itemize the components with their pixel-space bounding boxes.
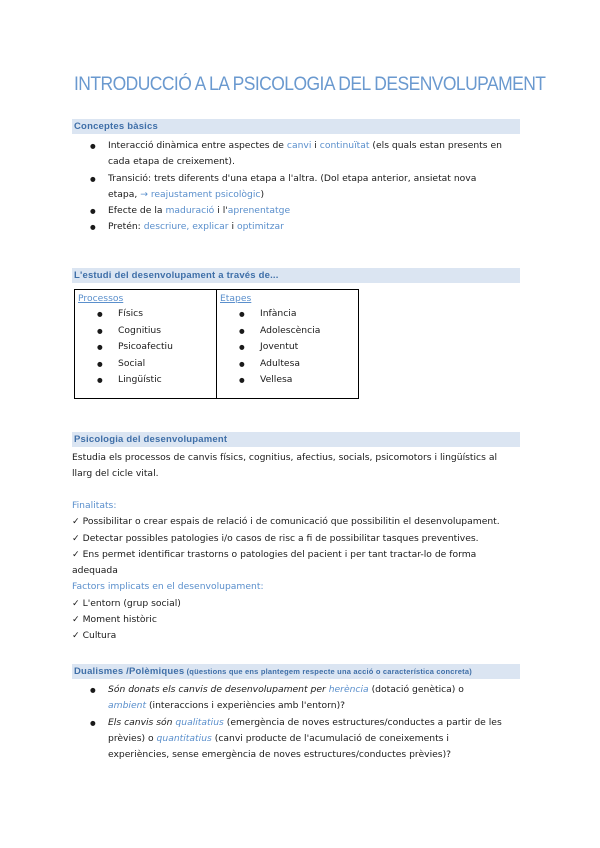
list-item: ● Joventut xyxy=(220,339,355,356)
list-item: ● Social xyxy=(78,356,213,373)
list-item: ● Són donats els canvis de desenvolupament per herència (dotació genètica) o ambient (interaccions i experiències amb l'entorn)? xyxy=(88,682,528,715)
list-item: ● Adolescència xyxy=(220,323,355,340)
list-item: ✓ Ens permet identificar trastorns o patologies del pacient i per tant tractar-lo de forma xyxy=(72,548,477,560)
aims-label: Finalitats: xyxy=(72,500,117,511)
aims-block xyxy=(72,498,532,645)
list-item: ● Vellesa xyxy=(220,372,355,389)
section-heading-concepts: Conceptes bàsics xyxy=(72,119,520,134)
list-item: ● Infància xyxy=(220,306,355,323)
list-item: ● Transició: trets diferents d'una etapa a l'altra. (Dol etapa anterior, ansietat nova etapa, → reajustament psicològic) xyxy=(88,171,528,204)
section-heading-study: L'estudi del desenvolupament a través de... xyxy=(72,268,520,283)
list-item: ● Adultesa xyxy=(220,356,355,373)
list-item: adequada xyxy=(72,565,118,577)
section-heading-dualisms: Dualismes /Polèmiques (qüestions que ens plantegem respecte una acció o característica concreta) xyxy=(72,664,520,679)
list-item: ✓ Detectar possibles patologies i/o casos de risc a fi de possibilitar tasques preventives. xyxy=(72,532,479,544)
list-item: ● Interacció dinàmica entre aspectes de canvi i continuïtat (els quals estan presents en cada etapa de creixement). xyxy=(88,138,528,171)
processes-header: Processos xyxy=(78,293,124,304)
page-title: INTRODUCCIÓ A LA PSICOLOGIA DEL DESENVOLUPAMENT xyxy=(74,74,546,95)
list-item: ✓ Possibilitar o crear espais de relació i de comunicació que possibilitin el desenvolupament. xyxy=(72,516,500,528)
list-item: ● Pretén: descriure, explicar i optimitzar xyxy=(88,219,528,235)
list-item: ● Físics xyxy=(78,306,213,323)
list-item: ● Lingüístic xyxy=(78,372,213,389)
list-item: ● Els canvis són qualitatius (emergència de noves estructures/conductes a partir de les prèvies) o quantitatius (canvi producte de l'acumulació de coneixements i experiències, sense emergència de noves estructures/conductes prèvies)? xyxy=(88,715,528,764)
section-heading-psychology: Psicologia del desenvolupament xyxy=(72,432,520,447)
stages-header: Etapes xyxy=(220,293,252,304)
factors-label: Factors implicats en el desenvolupament: xyxy=(72,581,264,593)
processes-cell xyxy=(75,290,217,399)
list-item: ✓ L'entorn (grup social) xyxy=(72,597,181,609)
description-paragraph: Estudia els processos de canvis físics, cognitius, afectius, socials, psicomotors i lingüístics al llarg del cicle vital. xyxy=(72,452,498,480)
concepts-list xyxy=(88,138,528,236)
list-item: ● Efecte de la maduració i l'aprenentatge xyxy=(88,203,528,219)
study-table xyxy=(74,289,359,399)
list-item: ✓ Cultura xyxy=(72,630,117,642)
list-item: ● Psicoafectiu xyxy=(78,339,213,356)
dualisms-list xyxy=(88,682,528,763)
stages-cell xyxy=(217,290,359,399)
list-item: ● Cognitius xyxy=(78,323,213,340)
list-item: ✓ Moment històric xyxy=(72,614,157,626)
